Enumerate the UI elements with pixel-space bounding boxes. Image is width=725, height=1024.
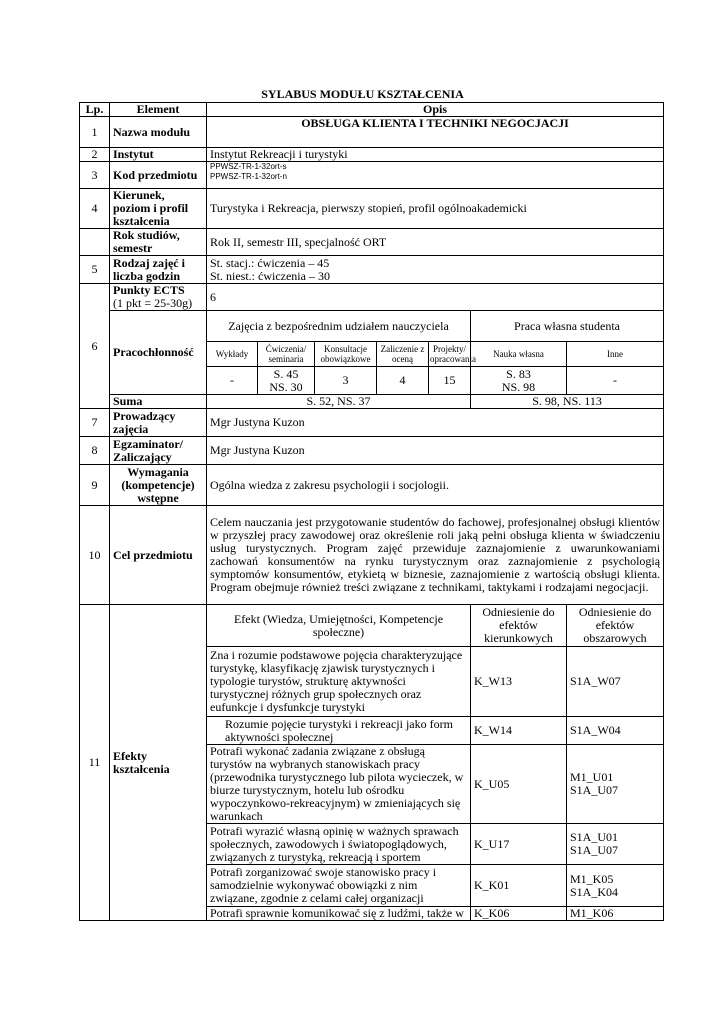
outcome-field-ref: K_K06 xyxy=(471,907,567,921)
outcomes-header-effect: Efekt (Wiedza, Umiejętności, Kompetencje społeczne) xyxy=(207,605,471,647)
outcome-area-ref: S1A_U01 S1A_U07 xyxy=(567,824,664,865)
row-label: Nazwa modułu xyxy=(110,117,207,148)
course-goal-value: Celem nauczania jest przygotowanie studentów do fachowej, profesjonalnej obsługi klientów w przyszłej pracy zawodowej oraz określenie roli jaką pełni obsługa klienta w świadczeniu usług turystycznych. Program zajęć przewiduje zaznajomienie z uwarunkowaniami zachowań konsumentów na rynku turystycznym oraz zaznajomienie z psychologią symptomów konsumentów, etykietą w biznesie, zaznajomienie z wartością obsługi klienta. Program obejmuje również treści związane z technikami, taktykami i rodzajami negocjacji. xyxy=(207,506,664,605)
outcome-area-ref: M1_K06 xyxy=(567,907,664,921)
workload-label: Pracochłonność xyxy=(110,311,207,395)
outcomes-header-field: Odniesienie do efektów kierunkowych xyxy=(471,605,567,647)
year-semester-value: Rok II, semestr III, specjalność ORT xyxy=(207,229,664,256)
row-lecturer xyxy=(80,409,664,437)
row-label: Kod przedmiotu xyxy=(110,162,207,189)
workload-col: Projekty/ opracowania xyxy=(429,342,471,367)
workload-value: 15 xyxy=(429,367,471,395)
row-lp: 2 xyxy=(80,148,110,162)
row-module-name xyxy=(80,117,664,148)
header-lp: Lp. xyxy=(80,103,110,117)
workload-value: - xyxy=(207,367,258,395)
ects-label-sub: (1 pkt = 25-30g) xyxy=(113,296,193,310)
row-sum xyxy=(80,395,664,409)
workload-value: 4 xyxy=(377,367,429,395)
row-lp: 9 xyxy=(80,465,110,506)
row-label: Rodzaj zajęć i liczba godzin xyxy=(110,256,207,284)
header-row xyxy=(80,103,664,117)
workload-col: Nauka własna xyxy=(471,342,567,367)
outcome-field-ref: K_K01 xyxy=(471,865,567,907)
row-lp: 4 xyxy=(80,189,110,229)
row-lp: 8 xyxy=(80,437,110,465)
row-course-goal xyxy=(80,506,664,605)
class-type-value xyxy=(207,256,664,284)
outcome-area-ref: S1A_W07 xyxy=(567,647,664,717)
row-outcomes-header xyxy=(80,605,664,647)
outcomes-header-area: Odniesienie do efektów obszarowych xyxy=(567,605,664,647)
outcome-area-ref: S1A_W04 xyxy=(567,717,664,745)
outcome-text: Potrafi wykonać zadania związane z obsługą turystów na wybranych stanowiskach pracy (przewodnika turystycznego lub pilota wycieczek, w biurze turystycznym, hotelu lub ośrodku wypoczynkowo-rekreacyjnym) w zmieniających się warunkach xyxy=(207,745,471,824)
outcome-text: Zna i rozumie podstawowe pojęcia charakteryzujące turystykę, klasyfikację zjawisk turystycznych i typologie turystów, strukturę aktywności turystycznej różnych grup społecznych oraz eufunkcje i dysfunkcje turystyki xyxy=(207,647,471,717)
outcome-text: Rozumie pojęcie turystyki i rekreacji jako form aktywności społecznej xyxy=(207,717,471,745)
class-type-full-time: St. stacj.: ćwiczenia – 45 xyxy=(210,255,330,270)
course-code-part-time: PPWSZ-TR-1-32ort-n xyxy=(210,172,287,181)
examiner-value: Mgr Justyna Kuzon xyxy=(207,437,664,465)
header-opis: Opis xyxy=(207,103,664,117)
institute-value: Instytut Rekreacji i turystyki xyxy=(207,148,664,162)
row-lp: 1 xyxy=(80,117,110,148)
outcome-field-ref: K_W13 xyxy=(471,647,567,717)
row-workload-groups xyxy=(80,311,664,342)
sum-teacher: S. 52, NS. 37 xyxy=(207,395,471,409)
ects-value: 6 xyxy=(207,284,664,311)
row-lp: 5 xyxy=(80,256,110,284)
row-label: Cel przedmiotu xyxy=(110,506,207,605)
row-label: Wymagania (kompetencje) wstępne xyxy=(110,465,207,506)
workload-value: - xyxy=(567,367,664,395)
outcome-field-ref: K_U17 xyxy=(471,824,567,865)
workload-col: Ćwiczenia/ seminaria xyxy=(258,342,315,367)
course-code-value xyxy=(207,162,664,189)
requirements-value: Ogólna wiedza z zakresu psychologii i socjologii. xyxy=(207,465,664,506)
workload-col: Wykłady xyxy=(207,342,258,367)
row-lp-empty xyxy=(80,229,110,256)
row-institute xyxy=(80,148,664,162)
course-code-full-time: PPWSZ-TR-1-32ort-s xyxy=(210,162,287,171)
row-lp: 10 xyxy=(80,506,110,605)
row-course-code xyxy=(80,162,664,189)
class-type-part-time: St. niest.: ćwiczenia – 30 xyxy=(210,268,330,283)
row-label: Prowadzący zajęcia xyxy=(110,409,207,437)
workload-col: Inne xyxy=(567,342,664,367)
row-field-of-study xyxy=(80,189,664,229)
lecturer-value: Mgr Justyna Kuzon xyxy=(207,409,664,437)
workload-value: S. 83 NS. 98 xyxy=(471,367,567,395)
syllabus-table xyxy=(79,102,664,921)
outcome-area-ref: M1_U01 S1A_U07 xyxy=(567,745,664,824)
outcome-text: Potrafi zorganizować swoje stanowisko pracy i samodzielnie wykonywać obowiązki z nim związane, zgodnie z celami całej organizacji xyxy=(207,865,471,907)
workload-value: 3 xyxy=(315,367,377,395)
row-lp: 11 xyxy=(80,605,110,921)
header-element: Element xyxy=(110,103,207,117)
field-of-study-value: Turystyka i Rekreacja, pierwszy stopień, profil ogólnoakademicki xyxy=(207,189,664,229)
row-lp: 6 xyxy=(80,284,110,409)
ects-label-main: Punkty ECTS xyxy=(113,283,185,297)
row-requirements xyxy=(80,465,664,506)
row-year-semester xyxy=(80,229,664,256)
workload-value: S. 45 NS. 30 xyxy=(258,367,315,395)
document-title: SYLABUS MODUŁU KSZTAŁCENIA xyxy=(261,87,464,101)
row-label: Efekty kształcenia xyxy=(110,605,207,921)
outcome-text: Potrafi sprawnie komunikować się z ludźmi, także w xyxy=(207,907,471,921)
outcome-area-ref: M1_K05 S1A_K04 xyxy=(567,865,664,907)
sum-label: Suma xyxy=(110,395,207,409)
row-lp: 3 xyxy=(80,162,110,189)
row-label: Egzaminator/ Zaliczający xyxy=(110,437,207,465)
row-ects xyxy=(80,284,664,311)
workload-col: Konsultacje obowiązkowe xyxy=(315,342,377,367)
module-name-value: OBSŁUGA KLIENTA I TECHNIKI NEGOCJACJI xyxy=(207,117,664,148)
workload-group-teacher: Zajęcia z bezpośrednim udziałem nauczyciela xyxy=(207,311,471,342)
row-class-type xyxy=(80,256,664,284)
outcome-text: Potrafi wyrazić własną opinię w ważnych sprawach społecznych, zawodowych i światopoglądowych, związanych z turystyką, rekreacją i sportem xyxy=(207,824,471,865)
row-label: Rok studiów, semestr xyxy=(110,229,207,256)
workload-col: Zaliczenie z oceną xyxy=(377,342,429,367)
outcome-field-ref: K_U05 xyxy=(471,745,567,824)
row-label: Instytut xyxy=(110,148,207,162)
row-examiner xyxy=(80,437,664,465)
row-label: Kierunek, poziom i profil kształcenia xyxy=(110,189,207,229)
workload-group-self: Praca własna studenta xyxy=(471,311,664,342)
sum-self: S. 98, NS. 113 xyxy=(471,395,664,409)
ects-label xyxy=(110,284,207,311)
outcome-field-ref: K_W14 xyxy=(471,717,567,745)
row-lp: 7 xyxy=(80,409,110,437)
